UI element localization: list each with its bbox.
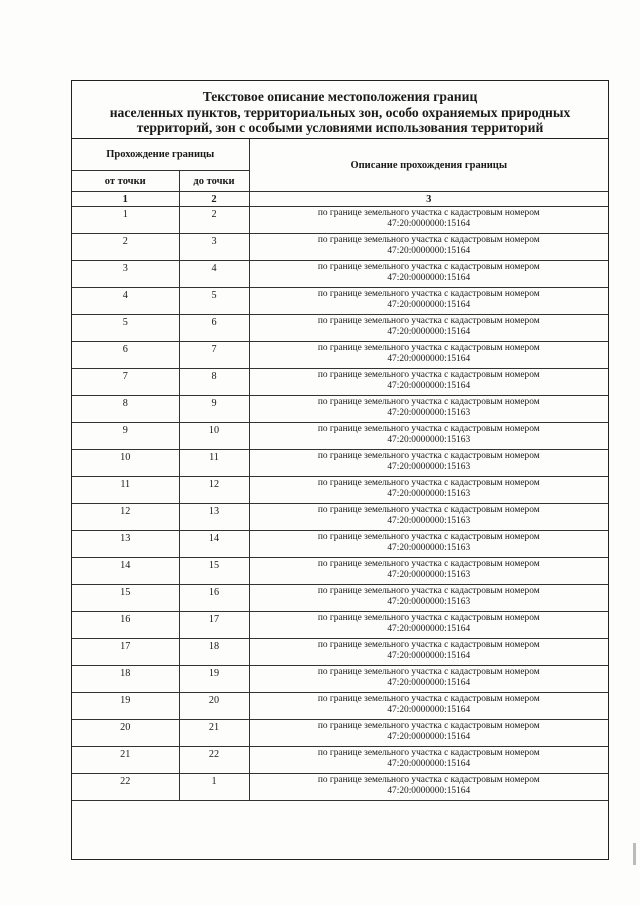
description-cell (249, 720, 608, 747)
description-cell (249, 666, 608, 693)
to-point-cell: 14 (179, 531, 249, 558)
from-point-cell: 15 (72, 585, 179, 612)
description-text: по границе земельного участка с кадастровым номером (317, 721, 540, 731)
table-row (72, 747, 608, 774)
cadastral-number: 47:20:0000000:15164 (387, 678, 471, 688)
table-row (72, 666, 608, 693)
column-number: 3 (249, 192, 608, 207)
description-cell (249, 396, 608, 423)
table-body (72, 207, 608, 801)
cadastral-number: 47:20:0000000:15163 (387, 408, 471, 418)
description-text: по границе земельного участка с кадастровым номером (317, 748, 540, 758)
description-cell (249, 747, 608, 774)
from-point-cell: 8 (72, 396, 179, 423)
table-row (72, 396, 608, 423)
cadastral-number: 47:20:0000000:15164 (387, 759, 471, 769)
from-point-cell: 21 (72, 747, 179, 774)
description-text: по границе земельного участка с кадастровым номером (317, 289, 540, 299)
to-point-cell: 8 (179, 369, 249, 396)
description-text: по границе земельного участка с кадастровым номером (317, 397, 540, 407)
title-line: населенных пунктов, территориальных зон, особо охраняемых природных (109, 104, 571, 120)
description-cell (249, 531, 608, 558)
from-point-cell: 20 (72, 720, 179, 747)
description-cell (249, 639, 608, 666)
from-point-cell: 12 (72, 504, 179, 531)
table-row (72, 504, 608, 531)
to-point-cell: 16 (179, 585, 249, 612)
to-point-cell: 12 (179, 477, 249, 504)
cadastral-number: 47:20:0000000:15163 (387, 435, 471, 445)
to-point-cell: 10 (179, 423, 249, 450)
description-text: по границе земельного участка с кадастровым номером (317, 343, 540, 353)
from-point-cell: 6 (72, 342, 179, 369)
from-point-cell: 18 (72, 666, 179, 693)
description-cell (249, 315, 608, 342)
title-line: Текстовое описание местоположения границ (202, 89, 478, 104)
title-line: территорий, зон с особыми условиями использования территорий (136, 120, 544, 135)
cadastral-number: 47:20:0000000:15164 (387, 300, 471, 310)
from-point-cell: 5 (72, 315, 179, 342)
to-point-cell: 17 (179, 612, 249, 639)
description-text: по границе земельного участка с кадастровым номером (317, 694, 540, 704)
table-row (72, 315, 608, 342)
to-point-cell: 22 (179, 747, 249, 774)
table-row (72, 585, 608, 612)
from-point-cell: 19 (72, 693, 179, 720)
from-point-cell: 1 (72, 207, 179, 234)
from-point-cell: 13 (72, 531, 179, 558)
table-row (72, 234, 608, 261)
table-row (72, 693, 608, 720)
description-cell (249, 369, 608, 396)
description-cell (249, 261, 608, 288)
cadastral-number: 47:20:0000000:15163 (387, 516, 471, 526)
table-row (72, 288, 608, 315)
cadastral-number: 47:20:0000000:15164 (387, 273, 471, 283)
table-row (72, 612, 608, 639)
description-text: по границе земельного участка с кадастровым номером (317, 208, 540, 218)
cadastral-number: 47:20:0000000:15163 (387, 462, 471, 472)
cadastral-number: 47:20:0000000:15164 (387, 381, 471, 391)
description-text: по границе земельного участка с кадастровым номером (317, 262, 540, 272)
description-cell (249, 477, 608, 504)
description-text: по границе земельного участка с кадастровым номером (317, 478, 540, 488)
to-point-cell: 9 (179, 396, 249, 423)
cadastral-number: 47:20:0000000:15164 (387, 219, 471, 229)
description-text: по границе земельного участка с кадастровым номером (317, 316, 540, 326)
description-text: по границе земельного участка с кадастровым номером (317, 235, 540, 245)
to-point-cell: 2 (179, 207, 249, 234)
description-cell (249, 693, 608, 720)
description-text: по границе земельного участка с кадастровым номером (317, 640, 540, 650)
scan-edge-mark (633, 843, 636, 865)
to-point-cell: 11 (179, 450, 249, 477)
cadastral-number: 47:20:0000000:15164 (387, 786, 471, 796)
from-point-cell: 16 (72, 612, 179, 639)
table-row (72, 720, 608, 747)
table-row (72, 369, 608, 396)
table-row (72, 261, 608, 288)
description-text: по границе земельного участка с кадастровым номером (317, 370, 540, 380)
table-row (72, 531, 608, 558)
cadastral-number: 47:20:0000000:15163 (387, 543, 471, 553)
description-cell (249, 774, 608, 801)
cadastral-number: 47:20:0000000:15164 (387, 327, 471, 337)
header-description: Описание прохождения границы (249, 139, 608, 192)
description-cell (249, 558, 608, 585)
to-point-cell: 3 (179, 234, 249, 261)
table-row (72, 207, 608, 234)
from-point-cell: 9 (72, 423, 179, 450)
description-cell (249, 423, 608, 450)
to-point-cell: 7 (179, 342, 249, 369)
table-row (72, 639, 608, 666)
header-passage: Прохождение границы (72, 139, 249, 171)
to-point-cell: 1 (179, 774, 249, 801)
to-point-cell: 5 (179, 288, 249, 315)
description-text: по границе земельного участка с кадастровым номером (317, 586, 540, 596)
description-text: по границе земельного участка с кадастровым номером (317, 532, 540, 542)
to-point-cell: 6 (179, 315, 249, 342)
from-point-cell: 4 (72, 288, 179, 315)
column-number: 2 (179, 192, 249, 207)
table-row (72, 450, 608, 477)
description-text: по границе земельного участка с кадастровым номером (317, 559, 540, 569)
from-point-cell: 10 (72, 450, 179, 477)
boundary-table (72, 139, 608, 801)
description-cell (249, 612, 608, 639)
from-point-cell: 2 (72, 234, 179, 261)
to-point-cell: 21 (179, 720, 249, 747)
from-point-cell: 17 (72, 639, 179, 666)
cadastral-number: 47:20:0000000:15163 (387, 489, 471, 499)
column-number: 1 (72, 192, 179, 207)
description-cell (249, 504, 608, 531)
cadastral-number: 47:20:0000000:15163 (387, 570, 471, 580)
from-point-cell: 22 (72, 774, 179, 801)
cadastral-number: 47:20:0000000:15164 (387, 705, 471, 715)
to-point-cell: 18 (179, 639, 249, 666)
from-point-cell: 3 (72, 261, 179, 288)
to-point-cell: 15 (179, 558, 249, 585)
from-point-cell: 11 (72, 477, 179, 504)
document-frame (71, 80, 609, 860)
cadastral-number: 47:20:0000000:15164 (387, 354, 471, 364)
cadastral-number: 47:20:0000000:15164 (387, 246, 471, 256)
table-row (72, 423, 608, 450)
header-to-point: до точки (179, 171, 249, 192)
from-point-cell: 7 (72, 369, 179, 396)
header-from-point: от точки (72, 171, 179, 192)
to-point-cell: 4 (179, 261, 249, 288)
table-row (72, 342, 608, 369)
description-text: по границе земельного участка с кадастровым номером (317, 667, 540, 677)
description-text: по границе земельного участка с кадастровым номером (317, 424, 540, 434)
to-point-cell: 20 (179, 693, 249, 720)
document-title (72, 81, 608, 139)
description-text: по границе земельного участка с кадастровым номером (317, 451, 540, 461)
table-row (72, 558, 608, 585)
description-text: по границе земельного участка с кадастровым номером (317, 505, 540, 515)
to-point-cell: 19 (179, 666, 249, 693)
description-cell (249, 585, 608, 612)
description-cell (249, 288, 608, 315)
description-cell (249, 234, 608, 261)
cadastral-number: 47:20:0000000:15163 (387, 597, 471, 607)
table-row (72, 774, 608, 801)
description-text: по границе земельного участка с кадастровым номером (317, 613, 540, 623)
table-row (72, 477, 608, 504)
description-cell (249, 342, 608, 369)
description-text: по границе земельного участка с кадастровым номером (317, 775, 540, 785)
description-cell (249, 207, 608, 234)
to-point-cell: 13 (179, 504, 249, 531)
cadastral-number: 47:20:0000000:15164 (387, 732, 471, 742)
description-cell (249, 450, 608, 477)
cadastral-number: 47:20:0000000:15164 (387, 624, 471, 634)
from-point-cell: 14 (72, 558, 179, 585)
cadastral-number: 47:20:0000000:15164 (387, 651, 471, 661)
